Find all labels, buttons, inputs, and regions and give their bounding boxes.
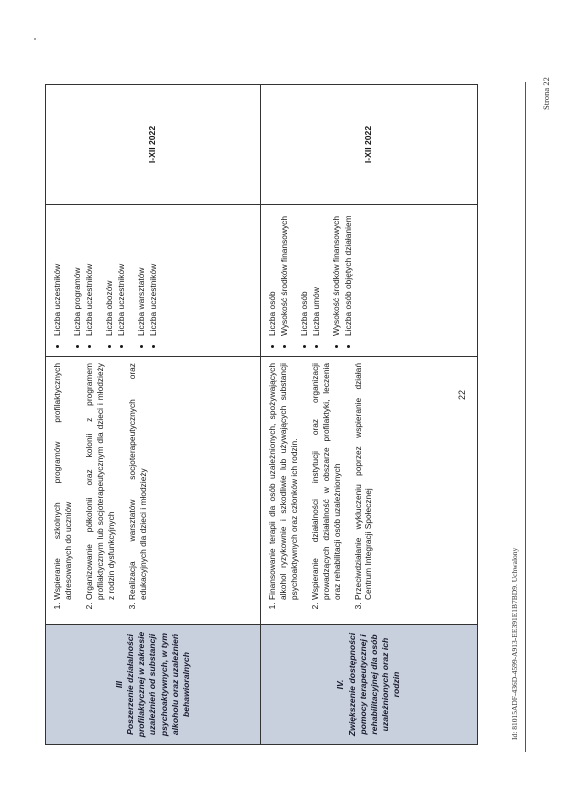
indicator-item: • Liczba osób xyxy=(267,211,278,336)
indicator-item: • Liczba osób objętych działaniem xyxy=(343,211,354,336)
term-cell: I-XII 2022 xyxy=(261,85,478,205)
table-row xyxy=(46,85,261,745)
margin-line xyxy=(525,82,526,752)
indicator-item: • Wysokość środków finansowych xyxy=(331,211,342,336)
indicator-item: • Liczba uczestników xyxy=(116,211,127,336)
table-row xyxy=(261,85,478,745)
indicators-cell xyxy=(46,205,261,357)
indicator-item: • Liczba obozów xyxy=(104,211,115,336)
indicator-item: • Liczba uczestników xyxy=(52,211,63,336)
row-title: IV. Zwiększenie dostępności pomocy terapeutycznej i rehabilitacyjnej dla osób uzależnionych oraz ich rodzin xyxy=(261,625,478,745)
program-table xyxy=(45,84,478,745)
row-title: III Poszerzenie działalności profilaktycznej w zakresie uzależnień od substancji psychoaktywnych, w tym alkoholu oraz uzależnień behawioralnych xyxy=(46,625,261,745)
indicator-item: • Liczba osób xyxy=(299,211,310,336)
task-item: 3. Realizacja warsztatów socjoterapeutycznych oraz edukacyjnych dla dzieci i młodzieży xyxy=(127,363,149,600)
page-number: 22 xyxy=(457,390,467,401)
rotated-table-sheet xyxy=(45,85,477,745)
indicator-item: • Wysokość środków finansowych xyxy=(279,211,290,336)
task-item: 1. Wspieranie szkolnych programów profilaktycznych adresowanych do uczniów xyxy=(52,363,74,600)
indicator-item: • Liczba umów xyxy=(311,211,322,336)
indicator-item: • Liczba programów xyxy=(72,211,83,336)
page-label: Strona 22 xyxy=(541,77,551,110)
document-id: Id: 81015ADF-436D-4599-A913-EE391E1B7BD9. Uchwalony xyxy=(510,547,519,740)
tasks-cell xyxy=(261,357,478,625)
task-item: 1. Finansowanie terapii dla osób uzależnionych, spożywających alkohol ryzykownie i szkodliwie lub używających substancji psychoaktywnych oraz członków ich rodzin. xyxy=(267,363,300,600)
indicator-item: • Liczba uczestników xyxy=(84,211,95,336)
scan-speck xyxy=(34,38,36,40)
tasks-cell xyxy=(46,357,261,625)
indicators-cell xyxy=(261,205,478,357)
indicator-item: • Liczba warsztatów xyxy=(136,211,147,336)
task-item: 2. Wspieranie działalności instytucji oraz organizacji prowadzących działalność w obszarze profilaktyki, leczenia oraz rehabilitacji osób uzależnionych xyxy=(310,363,343,600)
term-cell: I-XII 2022 xyxy=(46,85,261,205)
task-item: 2. Organizowanie półkolonii oraz kolonii z programem profilaktycznym lub socjoterapeutycznym dla dzieci i młodzieży z rodzin dysfunkcyjnych xyxy=(84,363,117,600)
task-item: 3. Przeciwdziałanie wykluczeniu poprzez wspieranie działań Centrum Integracji Społecznej xyxy=(353,363,375,600)
indicator-item: • Liczba uczestników xyxy=(148,211,159,336)
